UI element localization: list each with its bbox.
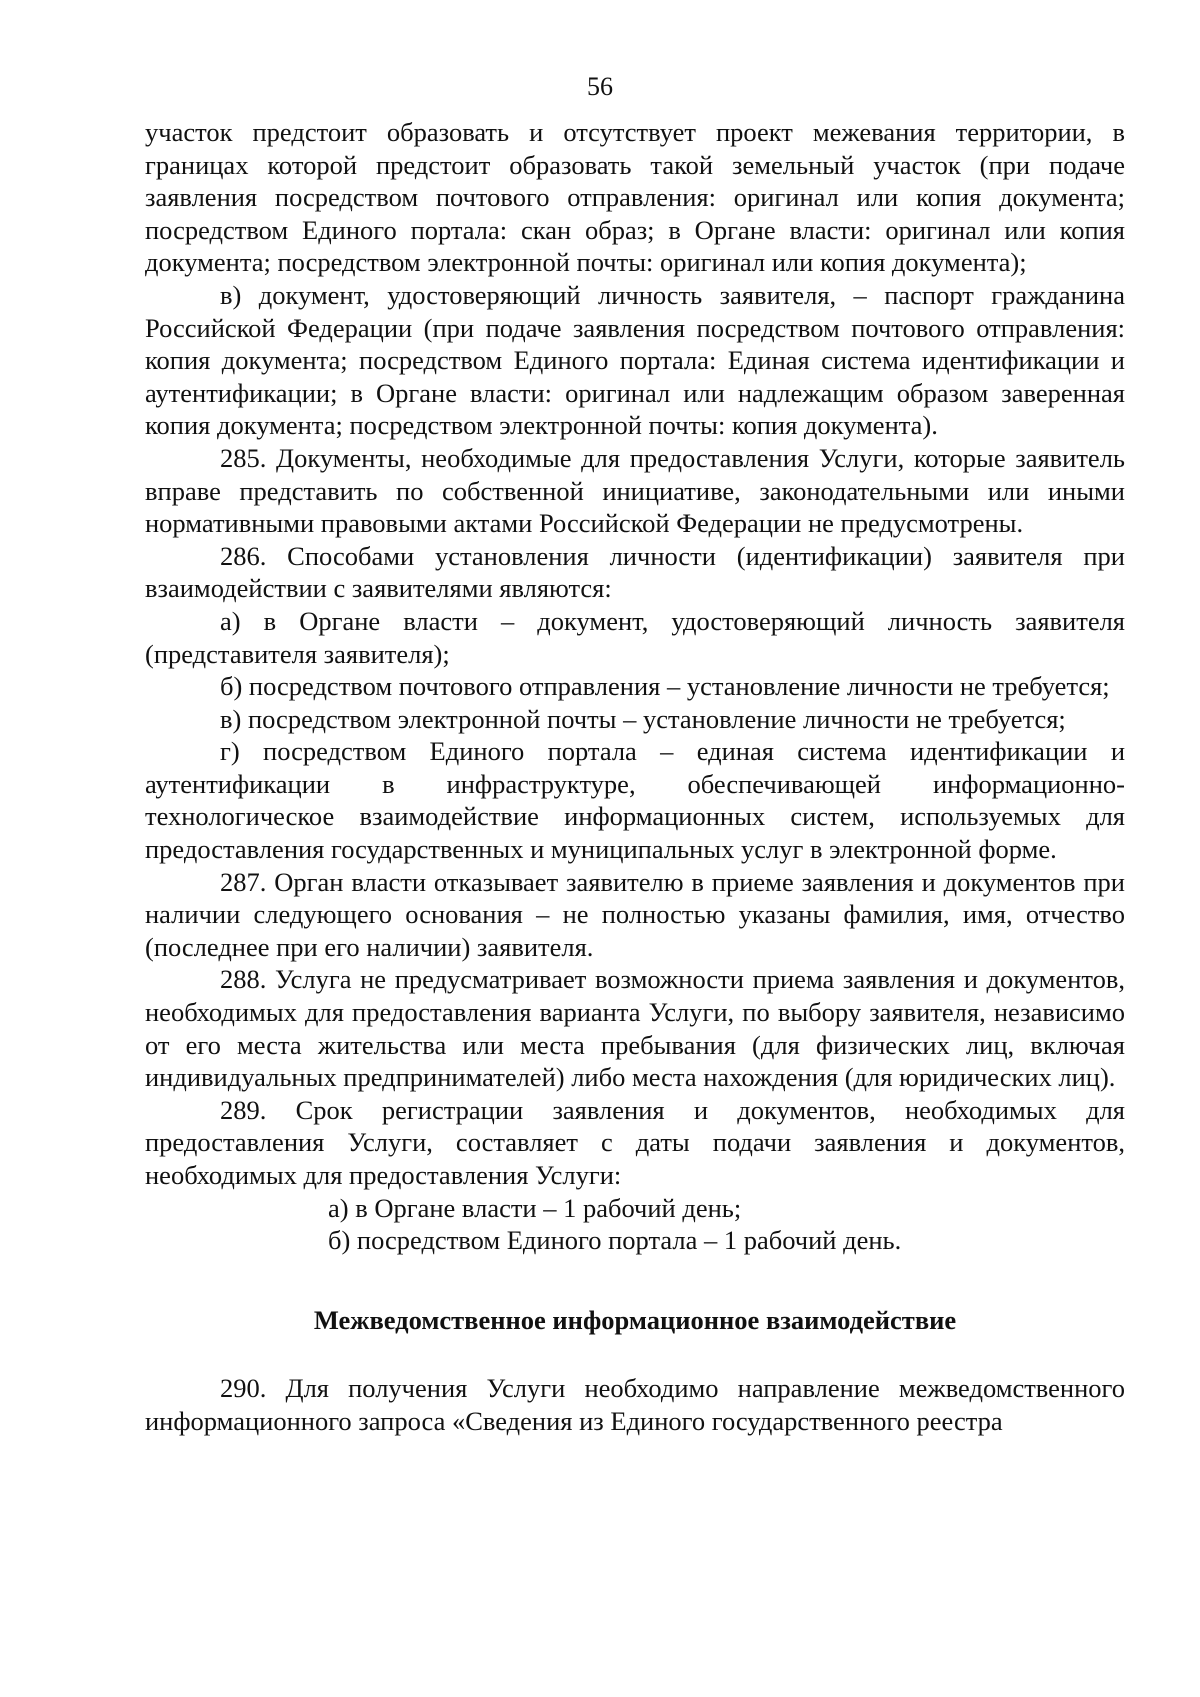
paragraph-286-item-b: б) посредством почтового отправления – установление личности не требуется;	[220, 671, 1110, 702]
list-item-289-b: б) посредством Единого портала – 1 рабочий день.	[328, 1225, 902, 1256]
paragraph-item-v-identity-document: в) документ, удостоверяющий личность заявителя, – паспорт гражданина Российской Федерации (при подаче заявления посредством почтового отправления: копия документа; посредством Единого портала: Единая система идентификации и аутентификации; в Органе власти: оригинал или надлежащим образом заверенная копия документа; посредством электронной почты: копия документа).	[145, 279, 1125, 441]
paragraph-286-item-v: в) посредством электронной почты – установление личности не требуется;	[220, 703, 1066, 734]
paragraph-288: 288. Услуга не предусматривает возможности приема заявления и документов, необходимых для предоставления варианта Услуги, по выбору заявителя, независимо от его места жительства или места пребывания (для физических лиц, включая индивидуальных предпринимателей) либо места нахождения (для юридических лиц).	[145, 964, 1125, 1093]
section-heading: Межведомственное информационное взаимодействие	[313, 1304, 957, 1335]
paragraph-286: 286. Способами установления личности (идентификации) заявителя при взаимодействии с заявителями являются:	[145, 540, 1125, 604]
page-number: 56	[587, 72, 613, 101]
paragraph-289: 289. Срок регистрации заявления и документов, необходимых для предоставления Услуги, составляет с даты подачи заявления и документов, необходимых для предоставления Услуги:	[145, 1094, 1125, 1190]
list-item-289-a: а) в Органе власти – 1 рабочий день;	[328, 1192, 742, 1223]
paragraph-286-item-g: г) посредством Единого портала – единая система идентификации и аутентификации в инфраструктуре, обеспечивающей информационно-технологическое взаимодействие информационных систем, используемых для предоставления государственных и муниципальных услуг в электронной форме.	[145, 736, 1125, 865]
paragraph-285: 285. Документы, необходимые для предоставления Услуги, которые заявитель вправе представить по собственной инициативе, законодательными или иными нормативными правовыми актами Российской Федерации не предусмотрены.	[145, 442, 1125, 539]
paragraph-287: 287. Орган власти отказывает заявителю в приеме заявления и документов при наличии следующего основания – не полностью указаны фамилия, имя, отчество (последнее при его наличии) заявителя.	[145, 866, 1125, 962]
paragraph-continuation: участок предстоит образовать и отсутствует проект межевания территории, в границах которой предстоит образовать такой земельный участок (при подаче заявления посредством почтового отправления: оригинал или копия документа; посредством Единого портала: скан образ; в Органе власти: оригинал или копия документа; посредством электронной почты: оригинал или копия документа);	[145, 117, 1125, 278]
document-body	[145, 116, 1125, 1438]
paragraph-290: 290. Для получения Услуги необходимо направление межведомственного информационного запроса «Сведения из Единого государственного реестра	[145, 1373, 1125, 1436]
paragraph-286-item-a: а) в Органе власти – документ, удостоверяющий личность заявителя (представителя заявителя);	[145, 605, 1125, 669]
